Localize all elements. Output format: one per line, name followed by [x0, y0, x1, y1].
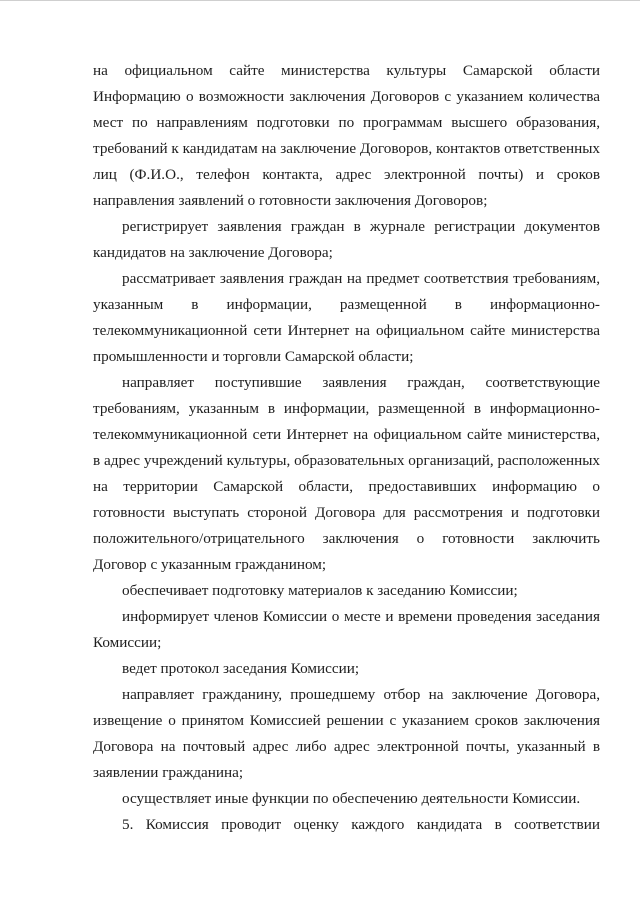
- paragraph-forwards-applications: направляет поступившие заявления граждан, соответствующие требованиям, указанным в информации, размещенной в информационно-телекоммуникационной сети Интернет на официальном сайте министерства, в адрес учреждений культуры, образовательных организаций, расположенных на территории Самарской области, предоставивших информацию о готовности выступать стороной Договора для рассмотрения и подготовки положительного/отрицательного заключения о готовности заключить Договор с указанным гражданином;: [93, 374, 600, 573]
- paragraph-item-5: 5. Комиссия проводит оценку каждого кандидата в соответствии: [122, 816, 600, 833]
- paragraph-keeps-minutes: ведет протокол заседания Комиссии;: [122, 660, 360, 677]
- paragraph-sends-notice: направляет гражданину, прошедшему отбор на заключение Договора, извещение о принятом Комиссией решении с указанием сроков заключения Договора на почтовый адрес либо адрес электронной почты, указанный в заявлении гражданина;: [93, 686, 600, 781]
- paragraph-registers-applications: регистрирует заявления граждан в журнале регистрации документов кандидатов на заключение Договора;: [93, 218, 600, 261]
- paragraph-reviews-applications: рассматривает заявления граждан на предмет соответствия требованиям, указанным в информации, размещенной в информационно-телекоммуникационной сети Интернет на официальном сайте министерства промышленности и торговли Самарской области;: [93, 270, 600, 365]
- page-top-border: [0, 0, 640, 1]
- paragraph-publication-info: на официальном сайте министерства культуры Самарской области Информацию о возможности заключения Договоров с указанием количества мест по направлениям подготовки по программам высшего образования, требований к кандидатам на заключение Договоров, контактов ответственных лиц (Ф.И.О., телефон контакта, адрес электронной почты) и сроков направления заявлений о готовности заключения Договоров;: [93, 62, 600, 209]
- document-page: [93, 58, 600, 838]
- paragraph-informs-members: информирует членов Комиссии о месте и времени проведения заседания Комиссии;: [93, 608, 600, 651]
- paragraph-other-functions: осуществляет иные функции по обеспечению деятельности Комиссии.: [122, 790, 581, 807]
- paragraph-prepares-materials: обеспечивает подготовку материалов к заседанию Комиссии;: [122, 582, 518, 599]
